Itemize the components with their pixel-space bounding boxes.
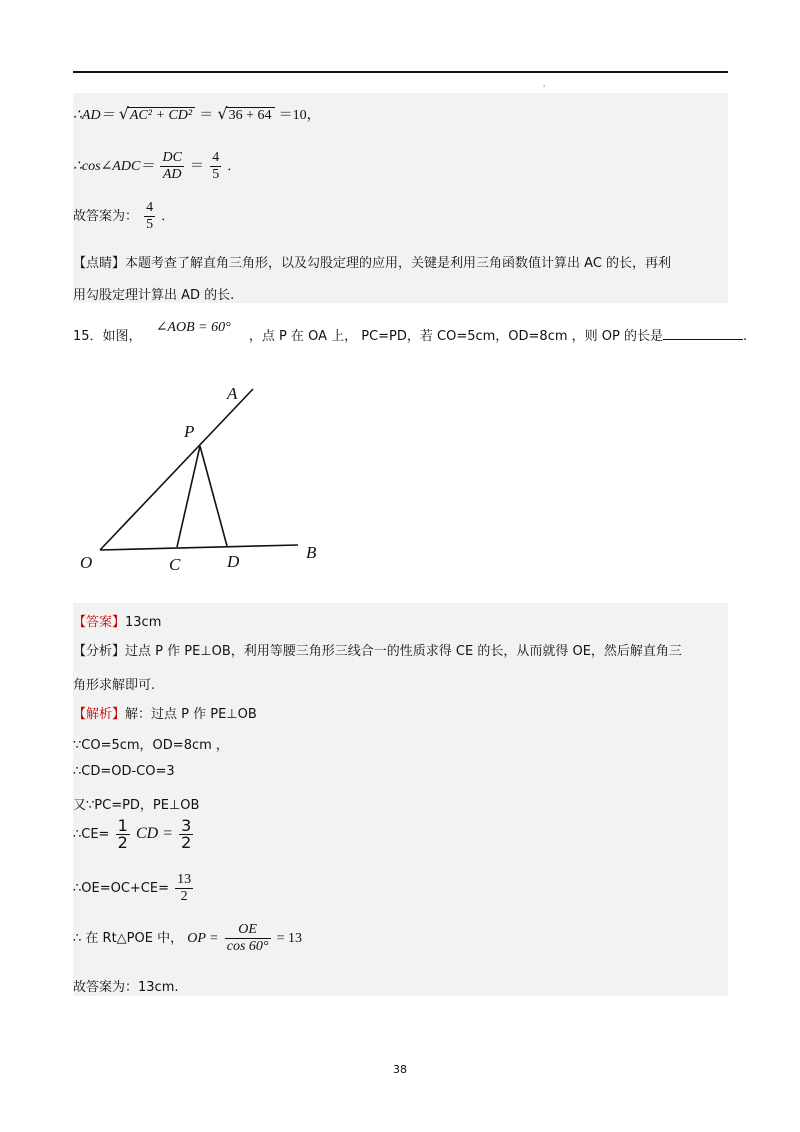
final-answer: 故答案为：13cm. [73, 980, 179, 995]
fraction-dc-ad: $\frac{DC}{AD}$ [162, 150, 182, 182]
comment-label: 【点睛】 [73, 256, 126, 271]
step-3: 又∵PC=PD，PE⊥OB [73, 798, 200, 813]
label-d: D [227, 552, 240, 571]
page-number: 38 [393, 1063, 407, 1076]
step-1: ∵CO=5cm，OD=8cm ， [73, 738, 229, 753]
fraction-3-2: $\frac{3}{2}$ [181, 816, 192, 852]
label-o: O [80, 553, 93, 572]
step-2: ∴CD=OD-CO=3 [73, 764, 175, 779]
label-p: P [184, 422, 195, 441]
label-a: A [227, 384, 238, 403]
solution-block-previous [73, 93, 728, 303]
fraction-4-5: $\frac{4}{5}$ [212, 150, 220, 182]
analysis-line-2: 角形求解即可. [73, 678, 156, 693]
ad-equation: ∴AD＝ √AC² + CD² ＝ √36 + 64 ＝10， [73, 104, 321, 123]
label-b: B [306, 543, 317, 562]
analysis-label: 【分析】 [73, 644, 126, 659]
header-dot: ' [543, 84, 546, 93]
fraction-oe-cos60: $\frac{OE}{\cos 60^\circ}$ [226, 922, 269, 954]
ray-oa [100, 389, 253, 550]
solve-label: 【解析】 [73, 707, 126, 722]
answer-line: 【答案】13cm [73, 615, 162, 630]
cos-equation: ∴cos∠ADC＝ $\frac{DC}{AD}$ ＝ $\frac{4}{5}$ ． [73, 150, 241, 182]
solve-line: 【解析】解：过点 P 作 PE⊥OB [73, 707, 257, 722]
previous-answer: 故答案为： $\frac{4}{5}$ ． [73, 200, 175, 232]
step-6-op: ∴ 在 Rt△POE 中， OP = $\frac{OE}{\cos 60^\circ}$ = 13 [73, 922, 303, 954]
fraction-4-5-answer: $\frac{4}{5}$ [146, 200, 154, 232]
angle-aob: ∠AOB = 60° [155, 320, 231, 335]
comment-line-2: 用勾股定理计算出 AD 的长. [73, 288, 235, 303]
fraction-13-2: $\frac{13}{2}$ [177, 872, 192, 904]
answer-blank [663, 327, 743, 340]
segment-pd [200, 446, 227, 546]
header-rule [73, 71, 728, 73]
answer-label: 【答案】 [73, 615, 126, 630]
fraction-1-2: $\frac{1}{2}$ [117, 816, 128, 852]
step-4-ce: ∴CE= $\frac{1}{2}$ CD = $\frac{3}{2}$ [73, 816, 192, 852]
analysis-line-1: 【分析】过点 P 作 PE⊥OB，利用等腰三角形三线合一的性质求得 CE 的长，从而就得 OE，然后解直角三 [73, 644, 682, 659]
label-c: C [169, 555, 181, 574]
geometry-figure [70, 375, 360, 590]
segment-pc [177, 446, 200, 547]
question-15: 15．如图， ∠AOB = 60° ，点 P 在 OA 上， PC=PD，若 CO=5cm，OD=8cm ，则 OP 的长是 . [73, 320, 748, 344]
comment-line-1: 【点睛】本题考查了解直角三角形，以及勾股定理的应用，关键是利用三角函数值计算出 AC 的长，再利 [73, 256, 672, 271]
step-5-oe: ∴OE=OC+CE= $\frac{13}{2}$ [73, 872, 192, 904]
ray-ob [100, 545, 298, 550]
